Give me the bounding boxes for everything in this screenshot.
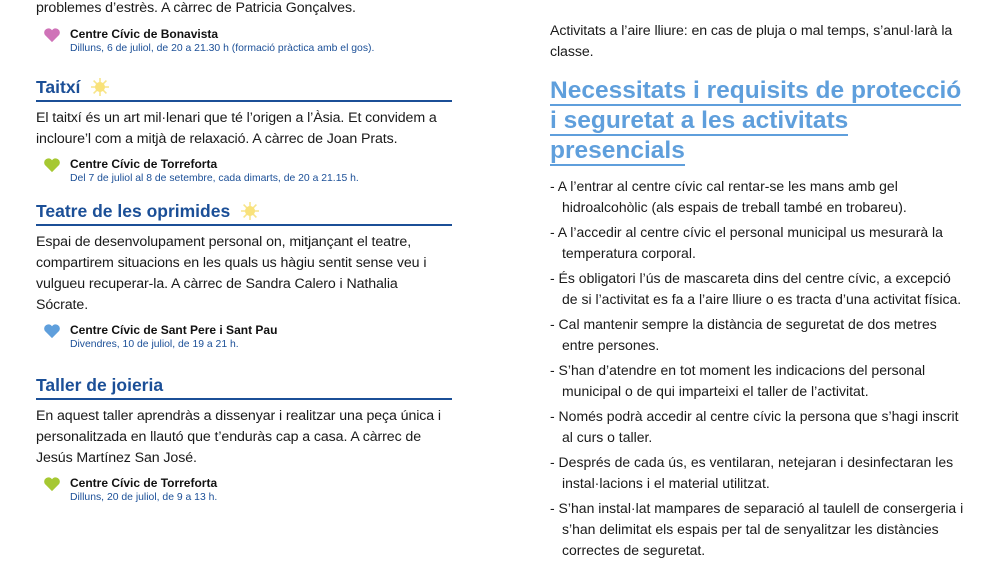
requirement-item: - A l’entrar al centre cívic cal rentar-se les mans amb gel hidroalcohòlic (als espais de treball també en trobareu). xyxy=(550,178,907,215)
section-taitxi xyxy=(36,76,452,186)
requirement-item: - A l’accedir al centre cívic el personal municipal us mesurarà la temperatura corporal. xyxy=(550,224,943,261)
outdoor-activities-note: Activitats a l’aire lliure: en cas de pluja o mal temps, s’anul·larà la classe. xyxy=(550,23,953,60)
heart-icon-pink xyxy=(43,28,61,43)
requirements-list xyxy=(550,176,970,561)
section-description: En aquest taller aprendràs a dissenyar i realitzar una peça única i personalitzada en llautó que t’enduràs cap a casa. A càrrec de Jesús Martínez San José. xyxy=(36,408,441,466)
requirement-item: - Només podrà accedir al centre cívic la persona que s’hagi inscrit al curs o taller. xyxy=(550,408,959,445)
venue-block-torreforta-2 xyxy=(36,476,452,505)
venue-name: Centre Cívic de Torreforta xyxy=(70,157,218,171)
protection-heading-wrap xyxy=(550,76,964,166)
venue-block-sant-pere xyxy=(36,323,452,352)
requirement-item: - Després de cada ús, es ventilaran, netejaran i desinfectaran les instal·lacions i el material utilitzat. xyxy=(550,454,954,491)
section-title: Taitxí xyxy=(36,77,81,97)
venue-name: Centre Cívic de Bonavista xyxy=(70,27,219,41)
protection-heading: Necessitats i requisits de protecció i seguretat a les activitats presencials xyxy=(550,77,962,164)
heart-icon-green xyxy=(43,477,61,492)
section-header xyxy=(36,76,452,102)
section-header xyxy=(36,200,452,226)
venue-date: Dilluns, 20 de juliol, de 9 a 13 h. xyxy=(70,492,218,503)
venue-date: Del 7 de juliol al 8 de setembre, cada dimarts, de 20 a 21.15 h. xyxy=(70,173,359,184)
section-description: Espai de desenvolupament personal on, mitjançant el teatre, compartirem situacions en les quals us hàgiu sentit sense veu i vulgueu recuperar-la. A càrrec de Sandra Calero i Nathalia Sócrate. xyxy=(36,234,427,313)
section-description: El taitxí és un art mil·lenari que té l’origen a l’Àsia. Et convidem a incloure’l com a mitjà de relaxació. A càrrec de Joan Prats. xyxy=(36,110,437,147)
intro-text-tail: problemes d’estrès. A càrrec de Patricia Gonçalves. xyxy=(36,0,356,16)
heart-icon-green xyxy=(43,158,61,173)
venue-name: Centre Cívic de Sant Pere i Sant Pau xyxy=(70,323,278,337)
section-header xyxy=(36,374,452,400)
sun-icon xyxy=(90,77,110,97)
venue-block-bonavista xyxy=(36,27,452,56)
requirement-item: - S’han d’atendre en tot moment les indicacions del personal municipal o de qui imparteixi el taller de l’activitat. xyxy=(550,362,926,399)
section-taller-joieria xyxy=(36,374,452,505)
left-column xyxy=(36,0,452,505)
venue-date: Dilluns, 6 de juliol, de 20 a 21.30 h (formació pràctica amb el gos). xyxy=(70,43,375,54)
requirement-item: - És obligatori l’ús de mascareta dins del centre cívic, a excepció de si l’activitat es fa a l’aire lliure o es tracta d’una activitat física. xyxy=(550,270,962,307)
requirement-item: - Cal mantenir sempre la distància de seguretat de dos metres entre persones. xyxy=(550,316,937,353)
heart-icon-blue xyxy=(43,324,61,339)
section-title: Taller de joieria xyxy=(36,375,164,395)
sun-icon xyxy=(240,201,260,221)
section-teatre-oprimides xyxy=(36,200,452,352)
right-column xyxy=(550,0,970,565)
venue-block-torreforta xyxy=(36,157,452,186)
section-title: Teatre de les oprimides xyxy=(36,201,231,221)
venue-date: Divendres, 10 de juliol, de 19 a 21 h. xyxy=(70,339,239,350)
requirement-item: - S’han instal·lat mampares de separació al taulell de consergeria i s’han delimitat els espais per tal de senyalitzar les distàncies correctes de seguretat. xyxy=(550,500,964,558)
venue-name: Centre Cívic de Torreforta xyxy=(70,476,218,490)
